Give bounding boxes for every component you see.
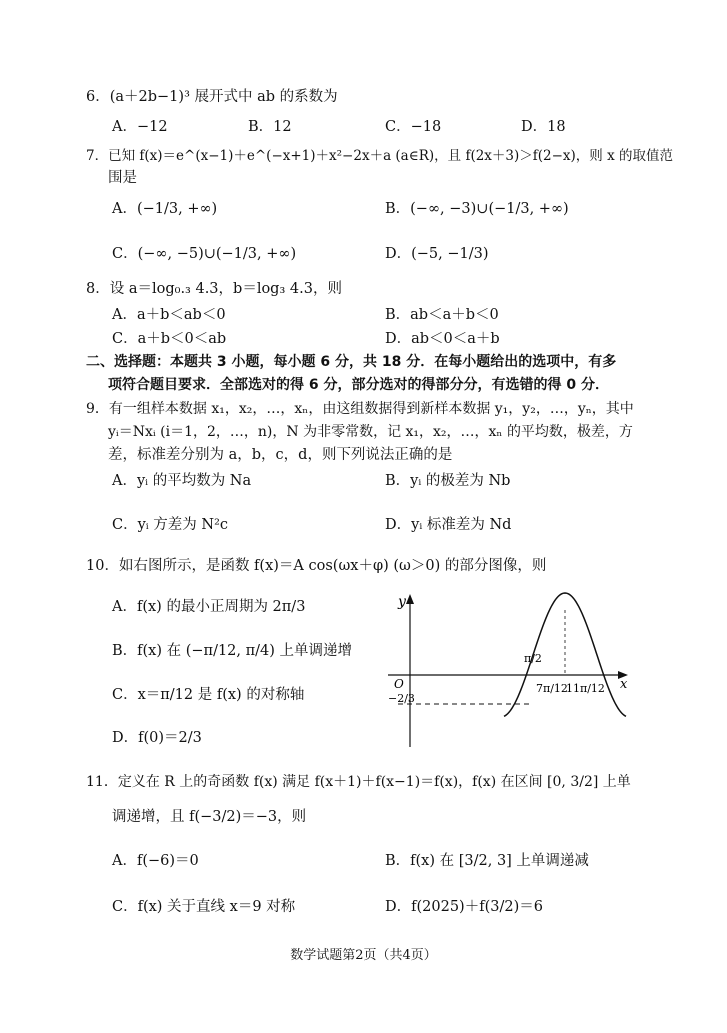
q7-stem-line1: 7．已知 f(x)＝e^(x−1)＋e^(−x+1)＋x²−2x＋a (a∈R)，且 f(2x＋3)＞f(2−x)，则 x 的取值范 xyxy=(86,148,674,164)
tick-label-pi-2: π/2 xyxy=(524,652,542,665)
x-axis-label: x xyxy=(620,677,628,692)
q7-option-b: B．(−∞, −3)∪(−1/3, +∞) xyxy=(385,201,569,217)
q10-option-c: C．x＝π/12 是 f(x) 的对称轴 xyxy=(112,687,305,703)
section2-heading-line2: 项符合题目要求．全部选对的得 6 分，部分选对的得部分分，有选错的得 0 分． xyxy=(108,377,609,393)
tick-label-11pi-12: 11π/12 xyxy=(566,682,605,695)
q11-line2: 调递增，且 f(−3/2)＝−3，则 xyxy=(112,809,307,825)
q9-line1: 9．有一组样本数据 x₁，x₂，…，xₙ，由这组数据得到新样本数据 y₁，y₂，…，yₙ，其中 xyxy=(86,401,634,417)
y-axis-label: y xyxy=(398,594,406,610)
q10-stem: 10．如右图所示，是函数 f(x)＝A cos(ωx＋φ) (ω＞0) 的部分图像，则 xyxy=(86,558,547,574)
q9-line3: 差，标准差分别为 a，b，c，d，则下列说法正确的是 xyxy=(108,447,453,463)
q11-option-a: A．f(−6)＝0 xyxy=(112,853,199,869)
q6-option-d: D．18 xyxy=(521,119,566,135)
origin-label: O xyxy=(394,677,404,691)
q9-line2: yᵢ＝Nxᵢ (i＝1，2，…，n)，N 为非零常数，记 x₁，x₂，…，xₙ 的平均数，极差，方 xyxy=(108,424,633,440)
q8-option-d: D．ab＜0＜a＋b xyxy=(385,331,500,347)
q11-option-d: D．f(2025)＋f(3/2)＝6 xyxy=(385,899,543,915)
q6-option-a: A．−12 xyxy=(112,119,168,135)
q7-stem-line2: 围是 xyxy=(108,170,137,186)
q8-option-c: C．a＋b＜0＜ab xyxy=(112,331,227,347)
tick-label-neg-2-3: −2/3 xyxy=(388,692,415,705)
page-footer: 数学试题第2页（共4页） xyxy=(290,948,437,963)
y-axis-arrow xyxy=(406,594,414,604)
q9-option-c: C．yᵢ 方差为 N²c xyxy=(112,517,229,533)
q6-stem: 6．(a＋2b−1)³ 展开式中 ab 的系数为 xyxy=(86,89,338,105)
tick-label-7pi-12: 7π/12 xyxy=(536,682,568,695)
q6-option-b: B．12 xyxy=(248,119,292,135)
q11-option-c: C．f(x) 关于直线 x＝9 对称 xyxy=(112,899,296,915)
q8-option-b: B．ab＜a＋b＜0 xyxy=(385,307,499,323)
q10-option-b: B．f(x) 在 (−π/12, π/4) 上单调递增 xyxy=(112,643,353,659)
q11-option-b: B．f(x) 在 [3/2, 3] 上单调递减 xyxy=(385,853,589,869)
cosine-graph xyxy=(384,592,634,752)
q10-option-a: A．f(x) 的最小正周期为 2π/3 xyxy=(112,599,306,615)
q9-option-a: A．yᵢ 的平均数为 Na xyxy=(112,473,252,489)
q8-stem: 8．设 a＝log₀.₃ 4.3，b＝log₃ 4.3，则 xyxy=(86,281,342,297)
q6-option-c: C．−18 xyxy=(385,119,442,135)
q9-option-b: B．yᵢ 的极差为 Nb xyxy=(385,473,511,489)
q7-option-d: D．(−5, −1/3) xyxy=(385,246,489,262)
q10-option-d: D．f(0)＝2/3 xyxy=(112,730,202,746)
q9-option-d: D．yᵢ 标准差为 Nd xyxy=(385,517,512,533)
q8-option-a: A．a＋b＜ab＜0 xyxy=(112,307,226,323)
q11-line1: 11．定义在 R 上的奇函数 f(x) 满足 f(x＋1)＋f(x−1)＝f(x)，f(x) 在区间 [0, 3/2] 上单 xyxy=(86,774,631,790)
q7-option-c: C．(−∞, −5)∪(−1/3, +∞) xyxy=(112,246,297,262)
section2-heading-line1: 二、选择题：本题共 3 小题，每小题 6 分，共 18 分．在每小题给出的选项中，有多 xyxy=(86,354,617,370)
q7-option-a: A．(−1/3, +∞) xyxy=(112,201,218,217)
